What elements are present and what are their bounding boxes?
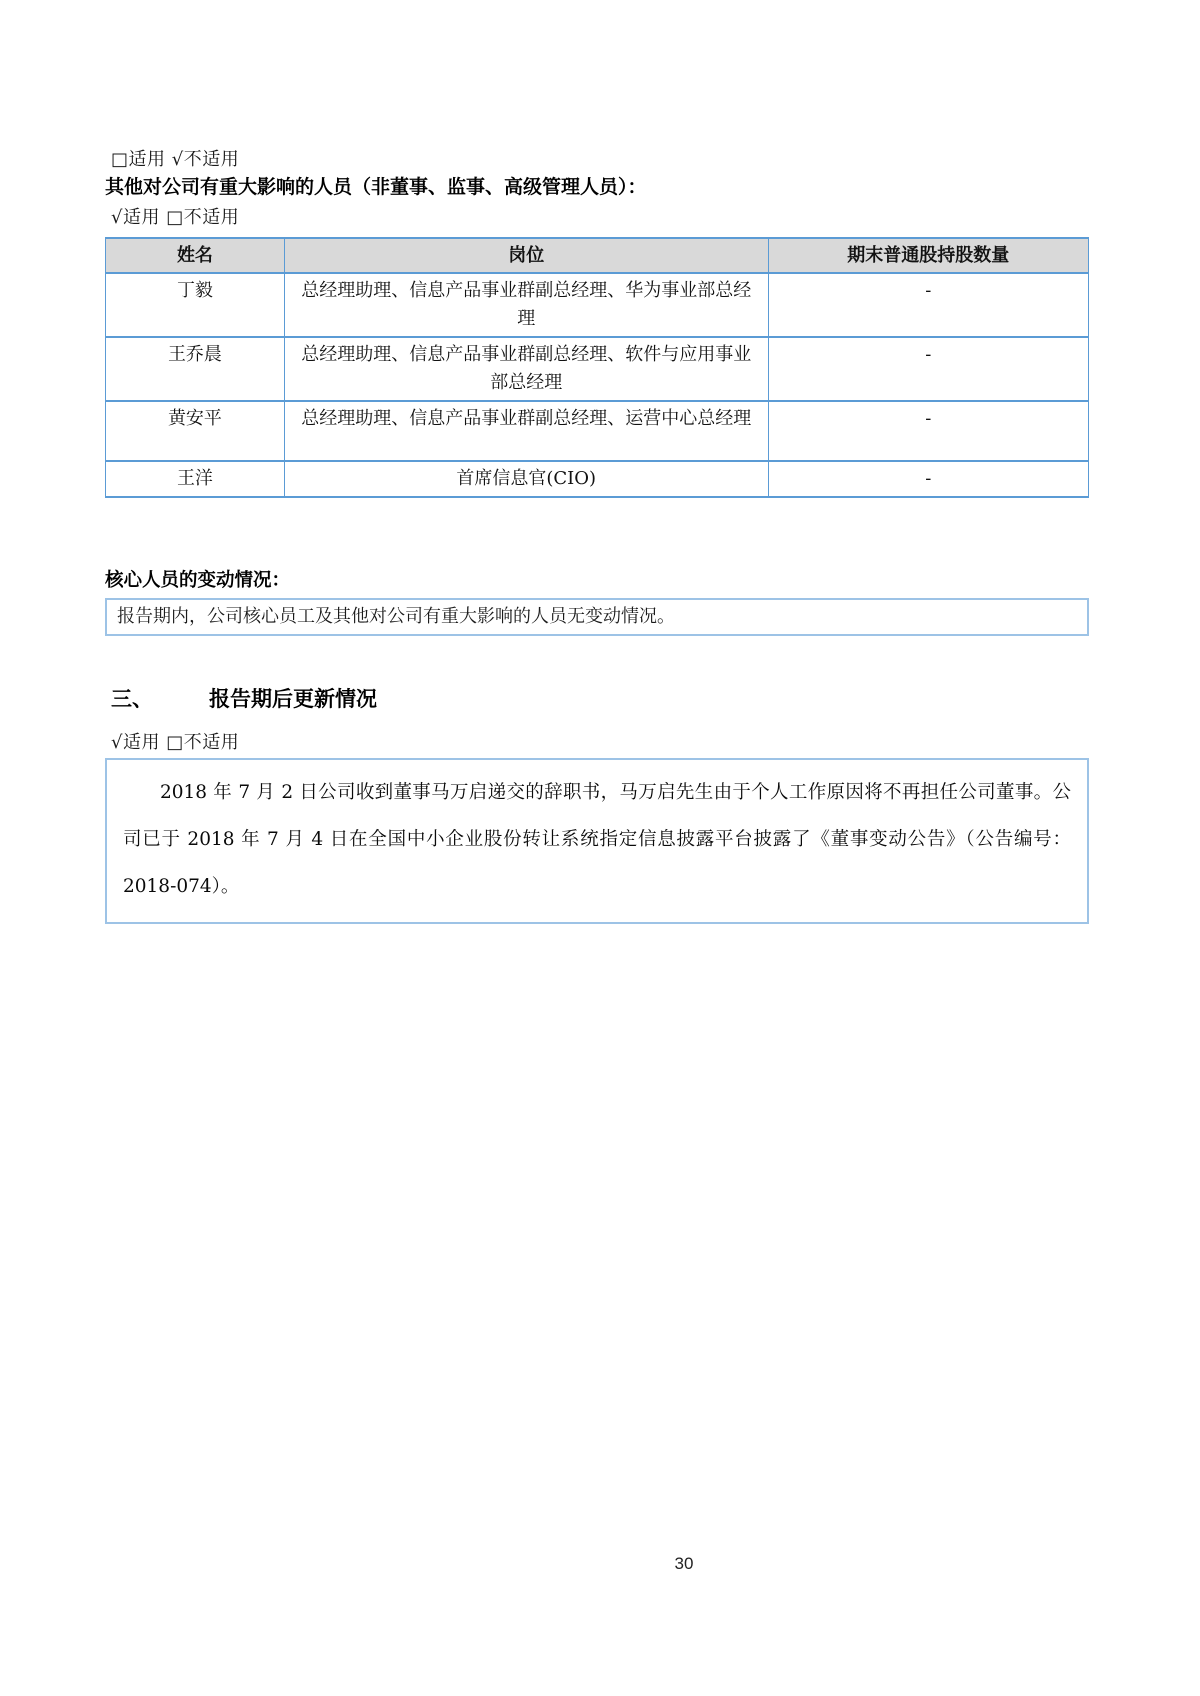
applicability-check-line-1: □适用 √不适用 <box>111 149 240 170</box>
other-personnel-title: 其他对公司有重大影响的人员（非董事、监事、高级管理人员）： <box>105 176 647 198</box>
column-header-shares: 期末普通股持股数量 <box>768 238 1088 273</box>
table-row <box>106 273 1089 337</box>
post-period-update-paragraph: 2018 年 7 月 2 日公司收到董事马万启递交的辞职书，马万启先生由于个人工作原因将不再担任公司董事。公司已于 2018 年 7 月 4 日在全国中小企业股份转让系统指定信息披露平台披露了《董事变动公告》（公告编号：2018-074）。 <box>123 782 1071 897</box>
table-header-row <box>106 238 1089 273</box>
cell-name: 王乔晨 <box>106 337 285 401</box>
post-period-update-box <box>105 758 1089 924</box>
cell-shares: - <box>768 273 1088 337</box>
table-row <box>106 461 1089 497</box>
cell-name: 丁毅 <box>106 273 285 337</box>
cell-name: 王洋 <box>106 461 285 497</box>
key-personnel-table <box>105 237 1089 498</box>
section-heading <box>111 684 1089 714</box>
column-header-name: 姓名 <box>106 238 285 273</box>
section-title: 报告期后更新情况 <box>209 686 377 711</box>
table-row <box>106 401 1089 461</box>
cell-position: 总经理助理、信息产品事业群副总经理、运营中心总经理 <box>284 401 768 461</box>
core-personnel-change-note: 报告期内，公司核心员工及其他对公司有重大影响的人员无变动情况。 <box>117 606 675 627</box>
cell-shares: - <box>768 461 1088 497</box>
cell-position: 总经理助理、信息产品事业群副总经理、华为事业部总经理 <box>284 273 768 337</box>
cell-shares: - <box>768 337 1088 401</box>
cell-position: 总经理助理、信息产品事业群副总经理、软件与应用事业部总经理 <box>284 337 768 401</box>
page-number: 30 <box>674 1554 694 1573</box>
table-row <box>106 337 1089 401</box>
applicability-check-line-3: √适用 □不适用 <box>111 732 240 753</box>
page-content <box>105 148 1089 924</box>
column-header-position: 岗位 <box>284 238 768 273</box>
core-personnel-change-title: 核心人员的变动情况： <box>105 570 291 591</box>
cell-position: 首席信息官(CIO) <box>284 461 768 497</box>
applicability-check-line-2: √适用 □不适用 <box>111 207 240 228</box>
cell-shares: - <box>768 401 1088 461</box>
core-personnel-change-note-box <box>105 598 1089 636</box>
cell-name: 黄安平 <box>106 401 285 461</box>
section-number: 三、 <box>111 686 153 711</box>
